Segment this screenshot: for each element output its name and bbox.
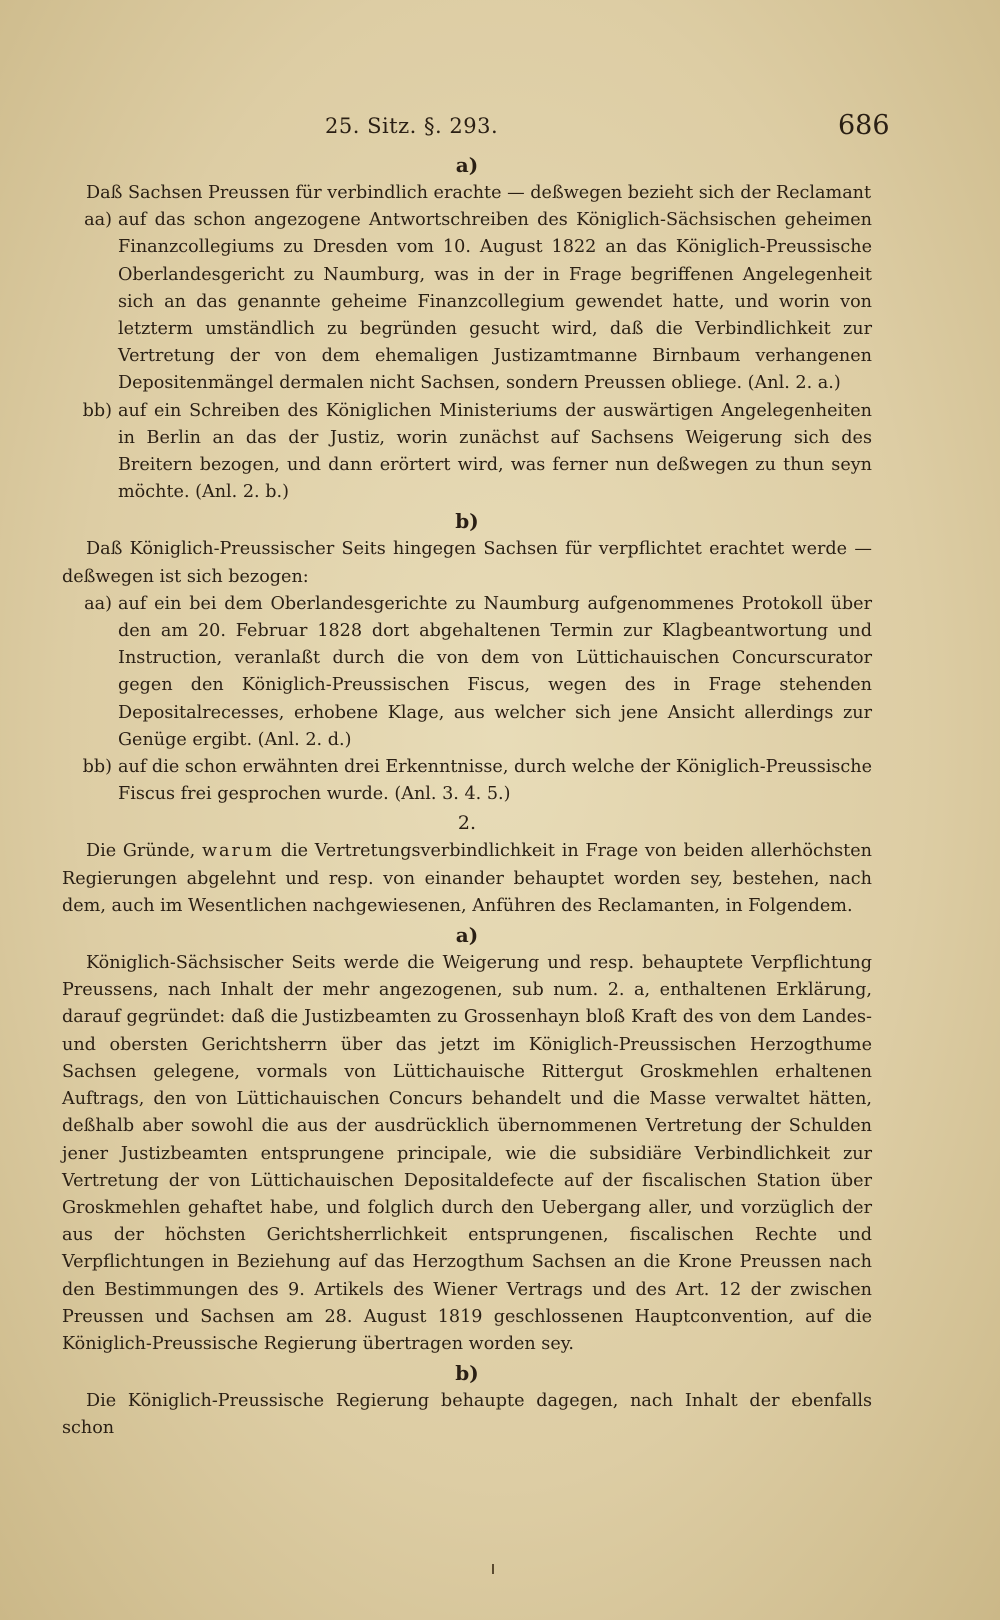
section-b2-paragraph: Die Königlich-Preussische Regierung behaupte dagegen, nach Inhalt der ebenfalls schon xyxy=(62,1391,872,1439)
section-2-paragraph xyxy=(62,838,872,920)
item-label: aa) xyxy=(84,210,112,231)
list-item-bb-1 xyxy=(62,398,872,507)
section-b-intro: Daß Königlich-Preussischer Seits hingegen Sachsen für verpflichtet erachtet werde — deßwegen ist sich bezogen: xyxy=(62,539,872,587)
item-label: bb) xyxy=(82,757,112,778)
para-lead: Die Gründe, xyxy=(86,841,196,862)
item-label: bb) xyxy=(82,400,112,421)
item-text: auf das schon angezogene Antwortschreiben des Königlich-Sächsischen geheimen Finanzcollegiums zu Dresden vom 10. August 1822 an das Königlich-Preussische Oberlandesgericht zu Naumburg, was in der in Frage begriffenen Angelegenheit sich an das genannte geheime Finanzcollegium gewendet hatte, und worin von letzterm umständlich zu begründen gesucht wird, daß die Verbindlichkeit zur Vertretung der von dem ehemaligen Justizamtmanne Birnbaum verhangenen Depositenmängel dermalen nicht Sachsen, sondern Preussen obliege. (Anl. 2. a.) xyxy=(118,210,872,394)
list-item-aa-1 xyxy=(62,207,872,397)
section-b-heading: b) xyxy=(455,509,479,534)
section-a-intro: Daß Sachsen Preussen für verbindlich erachte — deßwegen bezieht sich der Reclamant xyxy=(86,183,872,203)
section-a2-heading: a) xyxy=(455,923,479,948)
list-item-aa-2 xyxy=(62,591,872,754)
section-reference: 25. Sitz. §. 293. xyxy=(325,114,499,138)
section-b2-heading: b) xyxy=(455,1361,479,1386)
section-a-heading: a) xyxy=(455,153,479,177)
item-text: auf ein bei dem Oberlandesgerichte zu Naumburg aufgenommenes Protokoll über den am 20. Februar 1828 dort abgehaltenen Termin zur Klagbeantwortung und Instruction, veranlaßt durch die von dem von Lüttichauischen Concurscurator gegen den Königlich-Preussischen Fiscus, wegen des in Frage stehenden Depositalrecesses, erhobene Klage, aus welcher sich jene Ansicht allerdings zur Genüge ergibt. (Anl. 2. d.) xyxy=(118,593,872,750)
section-2-heading: 2. xyxy=(457,812,477,835)
section-a2-paragraph: Königlich-Sächsischer Seits werde die Weigerung und resp. behauptete Verpflichtung Preussens, nach Inhalt der mehr angezogenen, sub num. 2. a, enthaltenen Erklärung, darauf gegründet: daß die Justizbeamten zu Grossenhayn bloß Kraft des von dem Landes- und obersten Gerichtsherrn über das jetzt im Königlich-Preussischen Herzogthume Sachsen gelegene, vormals von Lüttichauische Rittergut Groskmehlen erhaltenen Auftrags, den von Lüttichauischen Concurs behandelt und die Masse verwaltet hätten, deßhalb aber sowohl die aus der ausdrücklich übernommenen Vertretung der Schulden jener Justizbeamten entsprungene principale, wie die subsidiäre Verbindlichkeit zur Vertretung der von Lüttichauischen Depositaldefecte auf der fiscalischen Station über Groskmehlen gehaftet habe, und folglich durch den Uebergang aller, und vorzüglich der aus der höchsten Gerichtsherrlichkeit entsprungenen, fiscalischen Rechte und Verpflichtungen in Beziehung auf das Herzogthum Sachsen an die Krone Preussen nach den Bestimmungen des 9. Artikels des Wiener Vertrags und des Art. 12 der zwischen Preussen und Sachsen am 28. August 1819 geschlossenen Hauptconvention, auf die Königlich-Preussische Regierung übertragen worden sey. xyxy=(62,953,872,1354)
page-header xyxy=(0,108,1000,148)
para-rest: die Vertretungsverbindlichkeit in Frage von beiden allerhöchsten Regierungen abgelehnt und resp. von einander behauptet worden sey, bestehen, nach dem, auch im Wesentlichen nachgewiesenen, Anführen des Reclamanten, in Folgendem. xyxy=(62,841,872,916)
page-number: 686 xyxy=(838,110,890,141)
page-body xyxy=(62,150,872,1443)
item-text: auf die schon erwähnten drei Erkenntnisse, durch welche der Königlich-Preussische Fiscus frei gesprochen wurde. (Anl. 3. 4. 5.) xyxy=(118,757,872,805)
ink-mark xyxy=(492,1564,494,1574)
list-item-bb-2 xyxy=(62,754,872,808)
para-emphasis: warum xyxy=(201,841,274,862)
item-text: auf ein Schreiben des Königlichen Ministeriums der auswärtigen Angelegenheiten in Berlin an das der Justiz, worin zunächst auf Sachsens Weigerung sich des Breitern bezogen, und dann erörtert wird, was ferner nun deßwegen zu thun seyn möchte. (Anl. 2. b.) xyxy=(118,400,872,503)
item-label: aa) xyxy=(84,593,112,614)
